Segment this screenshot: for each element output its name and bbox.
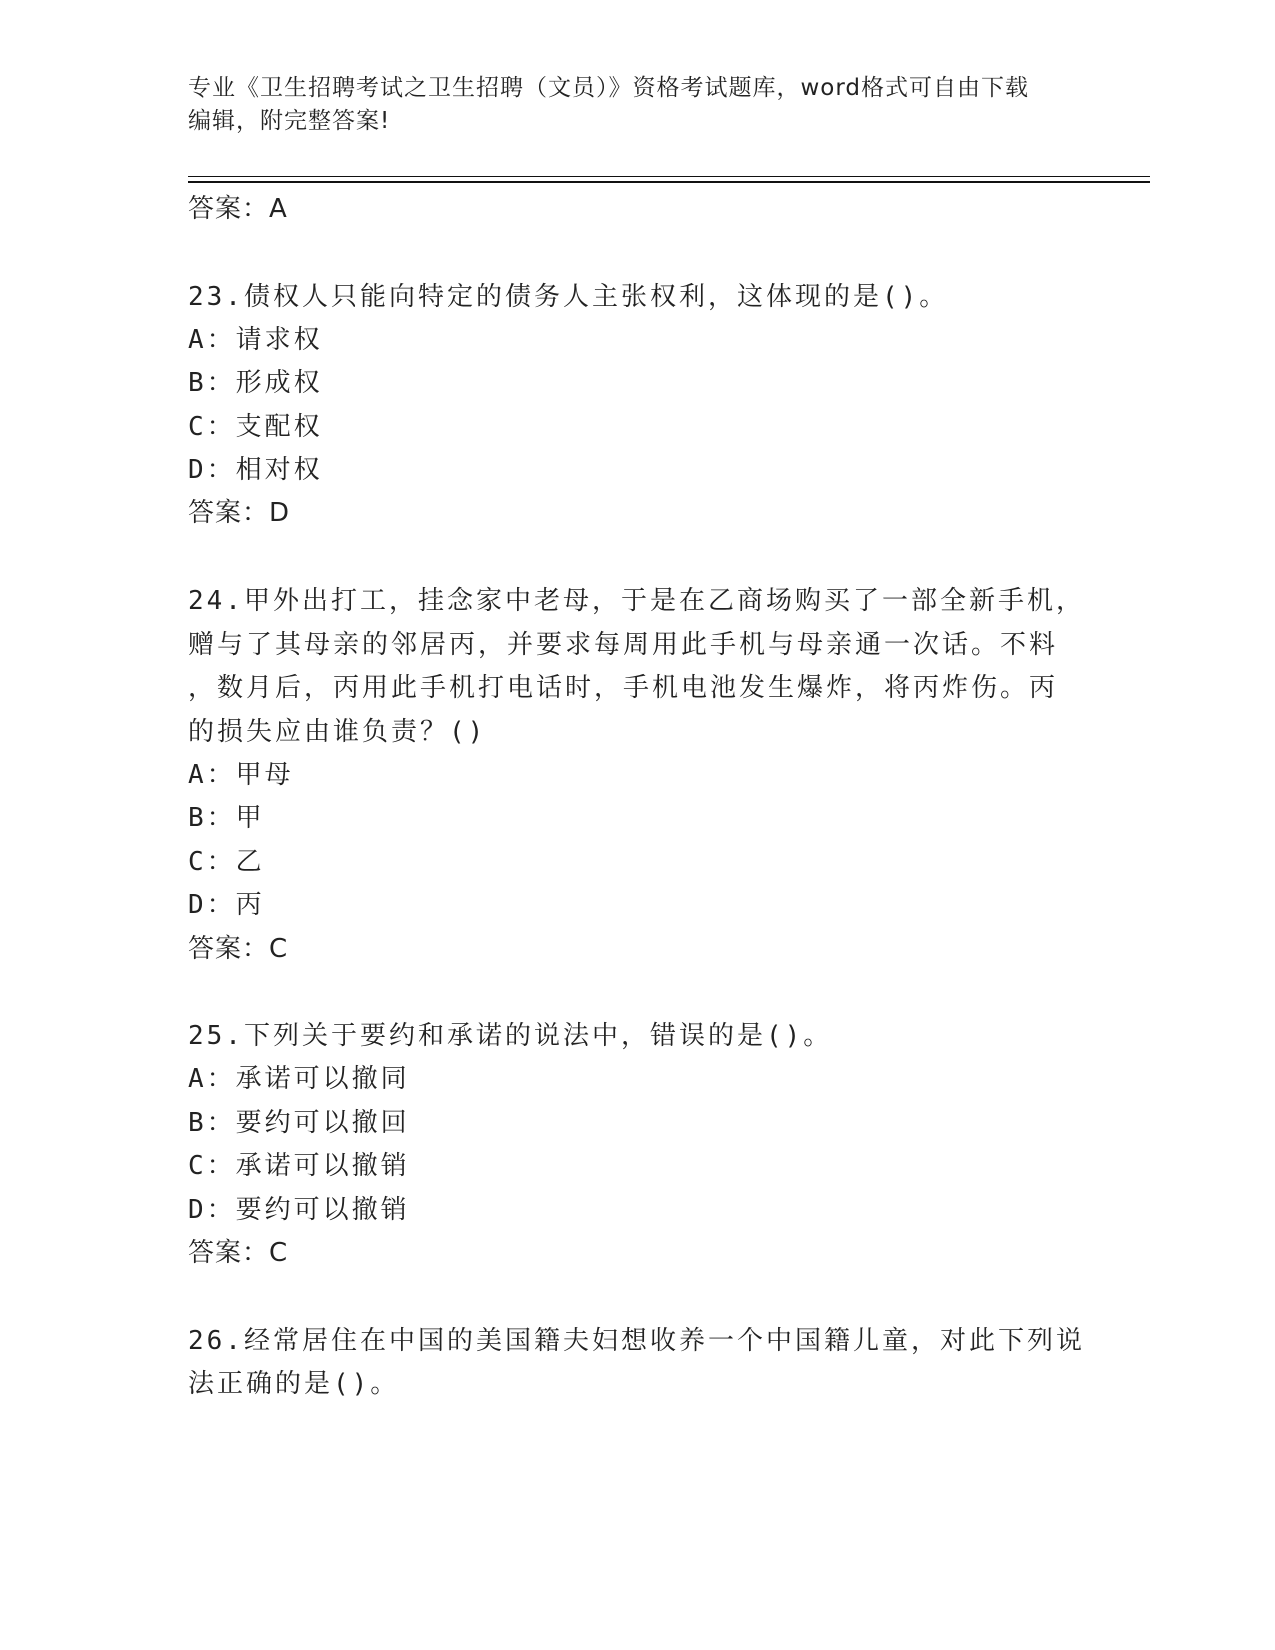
question-23-option-a: A：请求权 (188, 325, 323, 355)
question-24-option-d: D：丙 (188, 890, 265, 920)
question-24-option-b: B：甲 (188, 803, 265, 833)
question-24-stem-line-3: ，数月后，丙用此手机打电话时，手机电池发生爆炸，将丙炸伤。丙 (188, 673, 1059, 703)
question-26-stem-line-1: 26.经常居住在中国的美国籍夫妇想收养一个中国籍儿童，对此下列说 (188, 1326, 1085, 1356)
question-25-option-b: B：要约可以撤回 (188, 1108, 410, 1138)
header-divider-thick (188, 181, 1150, 183)
question-24-option-a: A：甲母 (188, 760, 294, 790)
header-line-2: 编辑，附完整答案! (188, 108, 391, 134)
answer-24: 答案：C (188, 934, 289, 964)
question-23-option-c: C：支配权 (188, 412, 323, 442)
question-24-stem-line-4: 的损失应由谁负责？() (188, 717, 487, 747)
question-23-stem: 23.债权人只能向特定的债务人主张权利，这体现的是()。 (188, 282, 949, 312)
document-header (188, 72, 1088, 138)
question-25-option-d: D：要约可以撤销 (188, 1195, 410, 1225)
question-23-option-d: D：相对权 (188, 455, 323, 485)
question-25-option-c: C：承诺可以撤销 (188, 1151, 410, 1181)
answer-25: 答案：C (188, 1238, 289, 1268)
question-25-option-a: A：承诺可以撤同 (188, 1064, 410, 1094)
question-25-stem: 25.下列关于要约和承诺的说法中，错误的是()。 (188, 1021, 833, 1051)
question-24-stem-line-2: 赠与了其母亲的邻居丙，并要求每周用此手机与母亲通一次话。不料 (188, 630, 1059, 660)
question-24-stem-line-1: 24.甲外出打工，挂念家中老母，于是在乙商场购买了一部全新手机， (188, 586, 1085, 616)
question-24-option-c: C：乙 (188, 847, 265, 877)
question-23-option-b: B：形成权 (188, 368, 323, 398)
header-line-1: 专业《卫生招聘考试之卫生招聘（文员）》资格考试题库，word格式可自由下载 (188, 75, 1030, 101)
question-26-stem-line-2: 法正确的是()。 (188, 1369, 400, 1399)
answer-23: 答案：D (188, 498, 291, 528)
header-divider-thin (188, 176, 1150, 177)
answer-previous: 答案：A (188, 194, 288, 224)
